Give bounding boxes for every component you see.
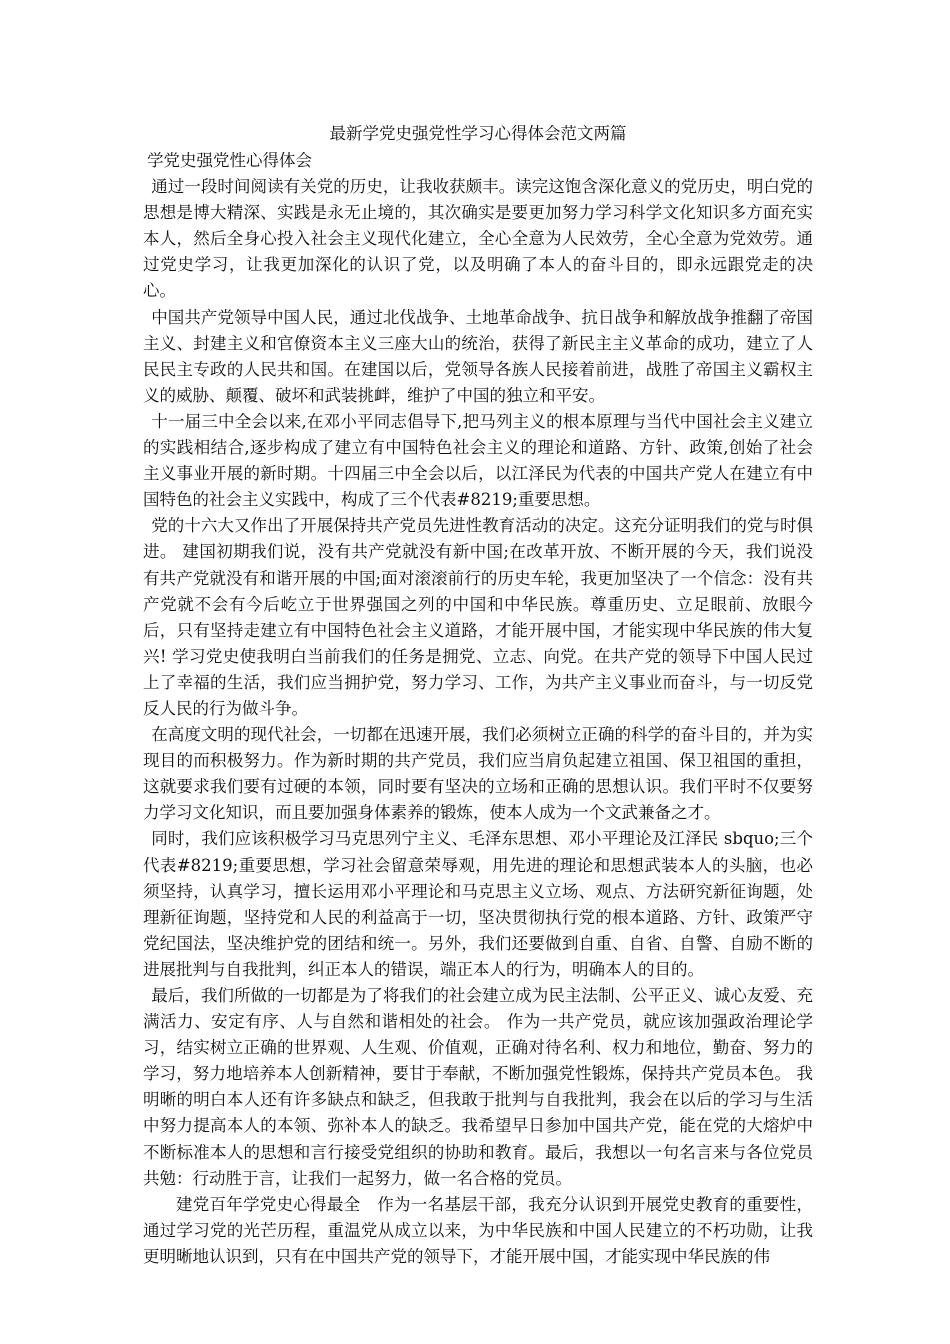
paragraph-1: 通过一段时间阅读有关党的历史，让我收获颇丰。读完这饱含深化意义的党历史，明白党的思想是博大精深、实践是永无止境的，其次确实是要更加努力学习科学文化知识多方面充实本人，然后全身心投入社会主义现代化建立，全心全意为人民效劳，全心全意为党效劳。通过党史学习，让我更加深化的认识了党，以及明确了本人的奋斗目的，即永远跟党走的决心。 [143, 177, 813, 301]
document-page [143, 120, 813, 1270]
paragraph-8: 建党百年学党史心得最全 作为一名基层干部，我充分认识到开展党史教育的重要性，通过学习党的光芒历程，重温党从成立以来，为中华民族和中国人民建立的不朽功勋，让我更明晰地认识到，只有在中国共产党的领导下，才能开展中国，才能实现中华民族的伟 [143, 1194, 813, 1266]
paragraph-3: 十一届三中全会以来,在邓小平同志倡导下,把马列主义的根本原理与当代中国社会主义建立的实践相结合,逐步构成了建立有中国特色社会主义的理论和道路、方针、政策,创始了社会主义事业开展的新时期。十四届三中全会以后，以江泽民为代表的中国共产党人在建立有中国特色的社会主义实践中，构成了三个代表#8219;重要思想。 [143, 411, 813, 510]
paragraph-6: 同时，我们应该积极学习马克思列宁主义、毛泽东思想、邓小平理论及江泽民 sbquo;三个代表#8219;重要思想，学习社会留意荣辱观，用先进的理论和思想武装本人的头脑，也必须坚持，认真学习，擅长运用邓小平理论和马克思主义立场、观点、方法研究新征询题，处理新征询题，坚持党和人民的利益高于一切，坚决贯彻执行党的根本道路、方针、政策严守党纪国法，坚决维护党的团结和统一。另外，我们还要做到自重、自省、自警、自励不断的进展批判与自我批判，纠正本人的错误，端正本人的行为，明确本人的目的。 [143, 829, 813, 979]
document-title: 最新学党史强党性学习心得体会范文两篇 [329, 124, 627, 143]
paragraph-2: 中国共产党领导中国人民，通过北伐战争、土地革命战争、抗日战争和解放战争推翻了帝国主义、封建主义和官僚资本主义三座大山的统治，获得了新民主主义革命的成功，建立了人民民主专政的人民共和国。在建国以后，党领导各族人民接着前进，战胜了帝国主义霸权主义的威胁、颠覆、破坏和武装挑衅，维护了中国的独立和平安。 [143, 307, 813, 405]
paragraph-7: 最后，我们所做的一切都是为了将我们的社会建立成为民主法制、公平正义、诚心友爱、充满活力、安定有序、人与自然和谐相处的社会。 作为一共产党员，就应该加强政治理论学习，结实树立正确的世界观、人生观、价值观，正确对待名利、权力和地位，勤奋、努力的学习，努力地培养本人创新精神，要甘于奉献，不断加强党性锻炼，保持共产党员本色。 我明晰的明白本人还有许多缺点和缺乏，但我敢于批判与自我批判，我会在以后的学习与生活中努力提高本人的本领、弥补本人的缺乏。我希望早日参加中国共产党，能在党的大熔炉中不断标准本人的思想和言行接受党组织的协助和教育。最后，我想以一句名言来与各位党员共勉：行动胜于言，让我们一起努力，做一名合格的党员。 [143, 986, 813, 1188]
section-subtitle: 学党史强党性心得体会 [147, 151, 312, 170]
paragraph-4: 党的十六大又作出了开展保持共产党员先进性教育活动的决定。这充分证明我们的党与时俱进。 建国初期我们说，没有共产党就没有新中国;在改革开放、不断开展的今天，我们说没有共产党就没有和谐开展的中国;面对滚滚前行的历史车轮，我更加坚决了一个信念：没有共产党就不会有今后屹立于世界强国之列的中国和中华民族。尊重历史、立足眼前、放眼今后，只有坚持走建立有中国特色社会主义道路，才能开展中国，才能实现中华民族的伟大复兴! 学习党史使我明白当前我们的任务是拥党、立志、向党。在共产党的领导下中国人民过上了幸福的生活，我们应当拥护党，努力学习、工作，为共产主义事业而奋斗，与一切反党反人民的行为做斗争。 [143, 516, 813, 718]
paragraph-5: 在高度文明的现代社会，一切都在迅速开展，我们必须树立正确的科学的奋斗目的，并为实现目的而积极努力。作为新时期的共产党员，我们应当肩负起建立祖国、保卫祖国的重担，这就要求我们要有过硬的本领，同时要有坚决的立场和正确的思想认识。我们平时不仅要努力学习文化知识，而且要加强身体素养的锻炼，使本人成为一个文武兼备之才。 [143, 725, 813, 823]
